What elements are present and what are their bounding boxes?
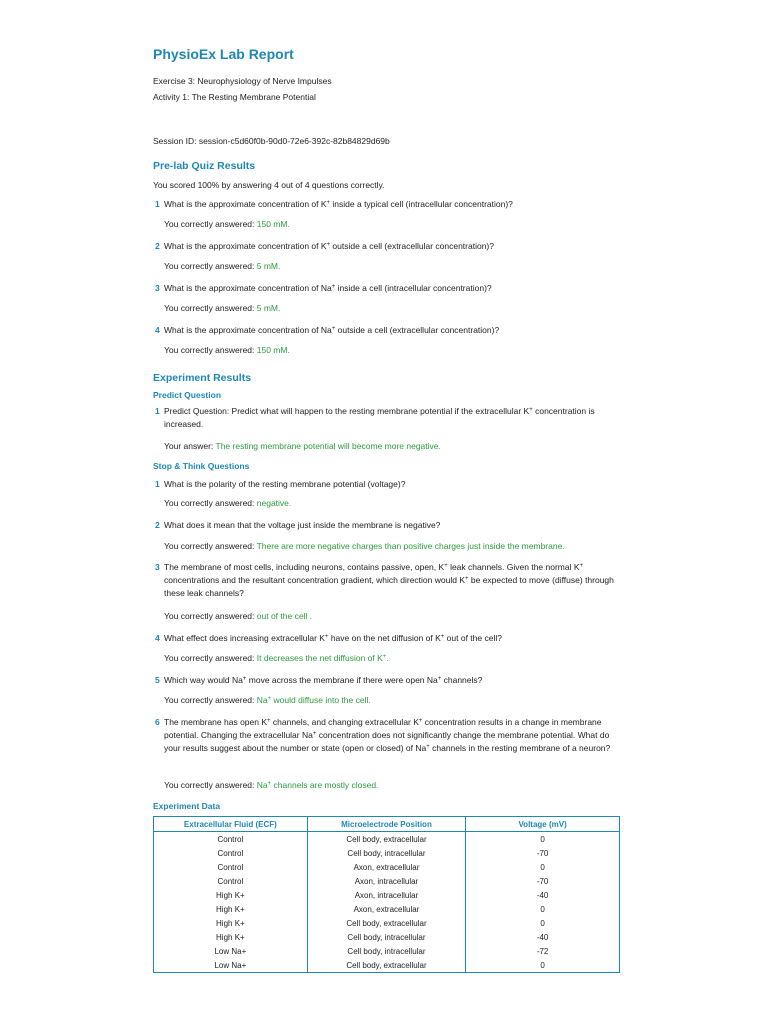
- prelab-question-4: 4 What is the approximate concentration of Na+ outside a cell (extracellular concentration)?: [155, 325, 500, 335]
- stop-answer-6: You correctly answered: Na+ channels are mostly closed.: [164, 780, 379, 790]
- prelab-answer-1: You correctly answered: 150 mM.: [164, 219, 290, 229]
- stop-answer-1: You correctly answered: negative.: [164, 498, 292, 508]
- col-voltage: Voltage (mV): [466, 817, 620, 832]
- stop-question-4: 4 What effect does increasing extracellular K+ have on the net diffusion of K+ out of the cell?: [155, 633, 502, 643]
- stop-question-3: 3 The membrane of most cells, including neurons, contains passive, open, K+ leak channels. Given the normal K+ concentrations and the resultant concentration gradient, which direction would K+ be expected to move (diffuse) through these leak channels?: [155, 562, 614, 598]
- question-number: 3: [155, 562, 160, 572]
- question-number: 2: [155, 241, 160, 251]
- prelab-question-3: 3 What is the approximate concentration of Na+ inside a cell (intracellular concentration)?: [155, 283, 492, 293]
- prelab-question-2: 2 What is the approximate concentration of K+ outside a cell (extracellular concentration)?: [155, 241, 494, 251]
- question-number: 3: [155, 283, 160, 293]
- question-number: 4: [155, 633, 160, 643]
- predict-question: 1 Predict Question: Predict what will happen to the resting membrane potential if the extracellular K+ concentration is increased.: [155, 406, 595, 429]
- question-number: 4: [155, 325, 160, 335]
- stop-answer-2: You correctly answered: There are more negative charges than positive charges just inside the membrane.: [164, 541, 565, 551]
- stop-question-2: 2 What does it mean that the voltage just inside the membrane is negative?: [155, 520, 441, 530]
- stop-question-5: 5 Which way would Na+ move across the membrane if there were open Na+ channels?: [155, 675, 483, 685]
- table-row: High K+ Cell body, intracellular -40: [154, 930, 620, 944]
- experiment-data-table: [153, 816, 620, 973]
- table-row: High K+ Axon, extracellular 0: [154, 902, 620, 916]
- stop-answer-4: You correctly answered: It decreases the net diffusion of K+.: [164, 653, 389, 663]
- prelab-answer-2: You correctly answered: 5 mM.: [164, 261, 281, 271]
- stop-answer-5: You correctly answered: Na+ would diffuse into the cell.: [164, 695, 371, 705]
- prelab-heading: Pre-lab Quiz Results: [153, 160, 256, 172]
- data-heading: Experiment Data: [153, 801, 221, 811]
- predict-heading: Predict Question: [153, 390, 222, 400]
- table-row: Low Na+ Cell body, intracellular -72: [154, 944, 620, 958]
- question-number: 5: [155, 675, 160, 685]
- experiment-heading: Experiment Results: [153, 372, 252, 384]
- question-number: 1: [155, 406, 160, 416]
- question-number: 2: [155, 520, 160, 530]
- predict-answer: Your answer: The resting membrane potential will become more negative.: [164, 441, 441, 451]
- col-position: Microelectrode Position: [307, 817, 465, 832]
- table-row: Control Axon, extracellular 0: [154, 860, 620, 874]
- table-row: Control Cell body, intracellular -70: [154, 846, 620, 860]
- stop-question-6: 6 The membrane has open K+ channels, and changing extracellular K+ concentration results in a change in membrane potential. Changing the extracellular Na+ concentration does not significantly change the membrane potential. What do your results suggest about the number or state (open or closed) of Na+ channels in the resting membrane of a neuron?: [155, 717, 611, 753]
- table-row: High K+ Axon, intracellular -40: [154, 888, 620, 902]
- table-row: Low Na+ Cell body, extracellular 0: [154, 958, 620, 973]
- table-row: Control Cell body, extracellular 0: [154, 832, 620, 847]
- session-id: Session ID: session-c5d60f0b-90d0-72e6-392c-82b84829d69b: [153, 136, 390, 146]
- prelab-question-1: 1 What is the approximate concentration of K+ inside a typical cell (intracellular concentration)?: [155, 199, 513, 209]
- stop-question-1: 1 What is the polarity of the resting membrane potential (voltage)?: [155, 479, 406, 489]
- table-header-row: [154, 817, 620, 832]
- stop-think-heading: Stop & Think Questions: [153, 461, 250, 471]
- table-row: High K+ Cell body, extracellular 0: [154, 916, 620, 930]
- question-number: 1: [155, 479, 160, 489]
- exercise-line: Exercise 3: Neurophysiology of Nerve Impulses: [153, 76, 332, 86]
- col-ecf: Extracellular Fluid (ECF): [154, 817, 308, 832]
- report-title: PhysioEx Lab Report: [153, 46, 294, 62]
- table-row: Control Axon, intracellular -70: [154, 874, 620, 888]
- activity-line: Activity 1: The Resting Membrane Potential: [153, 92, 316, 102]
- stop-answer-3: You correctly answered: out of the cell .: [164, 611, 313, 621]
- question-number: 1: [155, 199, 160, 209]
- question-number: 6: [155, 717, 160, 727]
- prelab-score: You scored 100% by answering 4 out of 4 questions correctly.: [153, 180, 385, 190]
- prelab-answer-4: You correctly answered: 150 mM.: [164, 345, 290, 355]
- prelab-answer-3: You correctly answered: 5 mM.: [164, 303, 281, 313]
